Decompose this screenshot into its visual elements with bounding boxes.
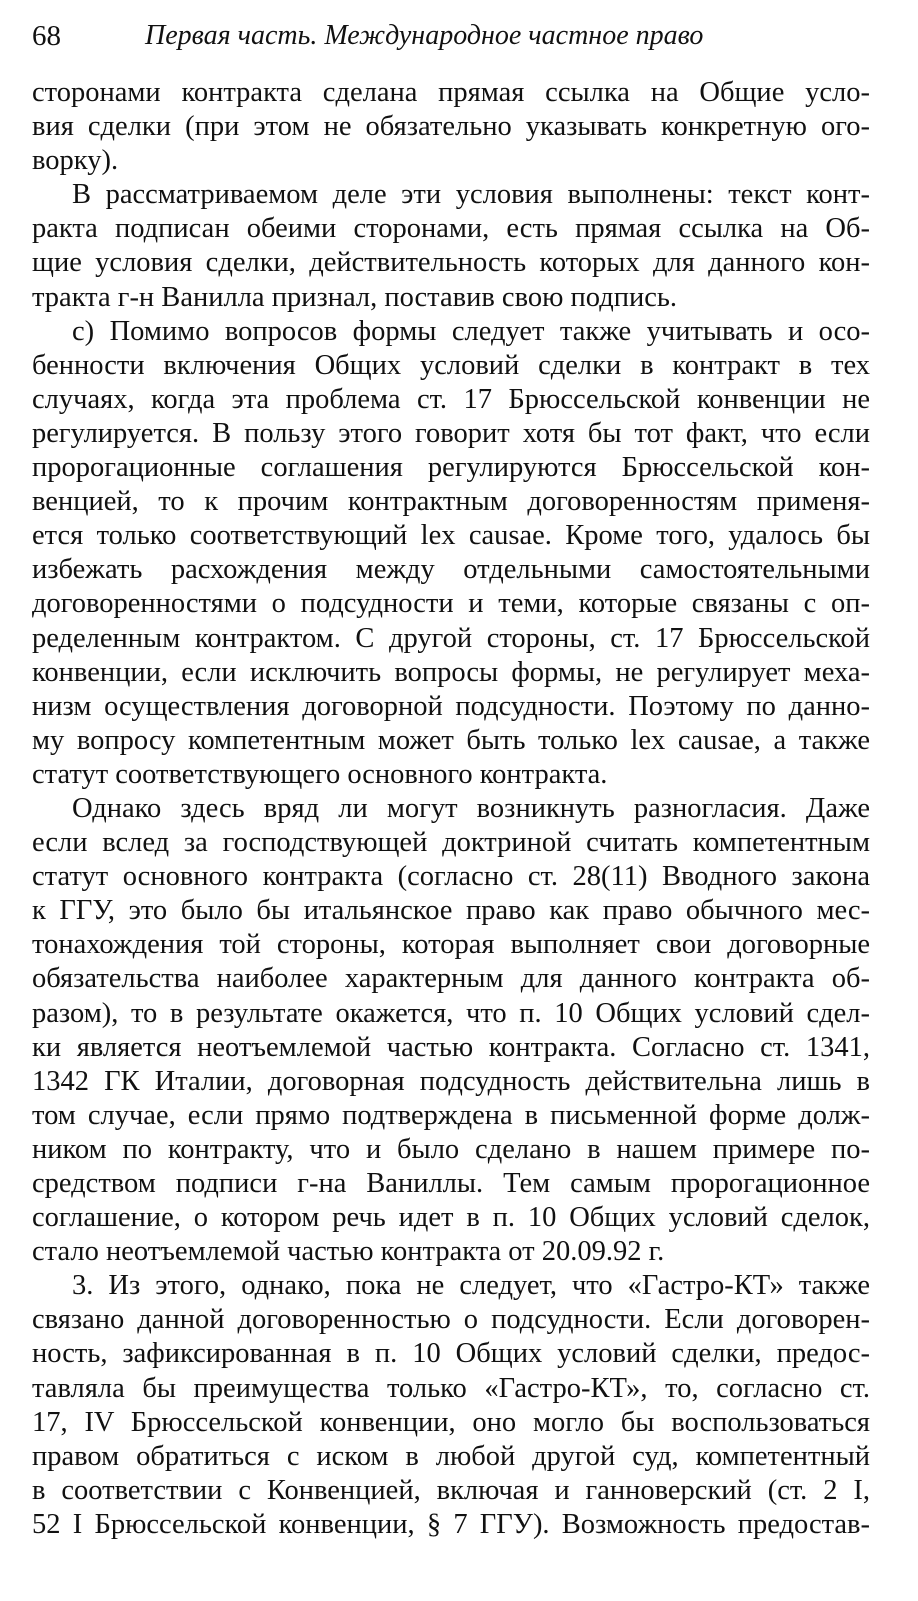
text-line: В рассматриваемом деле эти условия выполнены: текст конт- xyxy=(72,179,870,211)
text-line: обязательства наиболее характерным для данного контракта об- xyxy=(32,963,870,995)
text-line: сторонами контракта сделана прямая ссылка на Общие усло- xyxy=(32,77,870,108)
text-line: избежать расхождения между отдельными самостоятельными xyxy=(32,554,870,586)
text-line: 1342 ГК Италии, договорная подсудность действительна лишь в xyxy=(32,1065,870,1097)
text-line: связано данной договоренностью о подсудности. Если договорен- xyxy=(32,1304,870,1336)
text-line: стало неотъемлемой частью контракта от 20.09.92 г. xyxy=(32,1236,665,1268)
text-line: если вслед за господствующей доктриной считать компетентным xyxy=(32,827,870,859)
text-line: тавляла бы преимущества только «Гастро-КТ», то, согласно ст. xyxy=(32,1372,870,1404)
text-line: ки является неотъемлемой частью контракта. Согласно ст. 1341, xyxy=(32,1031,870,1063)
text-line: статут соответствующего основного контракта. xyxy=(32,758,608,790)
text-line: разом), то в результате окажется, что п. 10 Общих условий сдел- xyxy=(32,997,870,1029)
text-line: 17, IV Брюссельской конвенции, оно могло бы воспользоваться xyxy=(32,1406,870,1438)
page-number: 68 xyxy=(32,20,61,52)
text-line: регулируется. В пользу этого говорит хотя бы тот факт, что если xyxy=(32,417,870,449)
text-line: соглашение, о котором речь идет в п. 10 Общих условий сделок, xyxy=(32,1202,870,1234)
text-line: ность, зафиксированная в п. 10 Общих условий сделки, предос- xyxy=(32,1338,870,1370)
text-line: бенности включения Общих условий сделки в контракт в тех xyxy=(32,349,870,381)
text-line: тракта г-н Ванилла признал, поставив свою подпись. xyxy=(32,281,677,313)
text-line: 3. Из этого, однако, пока не следует, что «Гастро-КТ» также xyxy=(72,1270,870,1302)
body-text xyxy=(32,76,870,1542)
text-line: Однако здесь вряд ли могут возникнуть разногласия. Даже xyxy=(72,792,870,824)
running-title: Первая часть. Международное частное право xyxy=(145,20,704,51)
text-line: договоренностями о подсудности и теми, которые связаны с оп- xyxy=(32,588,870,620)
text-line: ворку). xyxy=(32,145,119,177)
text-line: пророгационные соглашения регулируются Брюссельской кон- xyxy=(32,452,870,484)
text-line: к ГГУ, это было бы итальянское право как право обычного мес- xyxy=(32,895,870,927)
document-page xyxy=(32,18,870,1542)
text-line: случаях, когда эта проблема ст. 17 Брюссельской конвенции не xyxy=(32,383,870,415)
text-line: венцией, то к прочим контрактным договоренностям применя- xyxy=(32,486,870,518)
text-line: щие условия сделки, действительность которых для данного кон- xyxy=(32,247,870,279)
text-line: с) Помимо вопросов формы следует также учитывать и осо- xyxy=(72,315,870,347)
text-line: ником по контракту, что и было сделано в нашем примере по- xyxy=(32,1133,870,1165)
text-line: ракта подписан обеими сторонами, есть прямая ссылка на Об- xyxy=(32,213,870,245)
text-line: низм осуществления договорной подсудности. Поэтому по данно- xyxy=(32,690,870,722)
text-line: тонахождения той стороны, которая выполняет свои договорные xyxy=(32,929,870,961)
text-line: правом обратиться с иском в любой другой суд, компетентный xyxy=(32,1440,870,1472)
text-line: му вопросу компетентным может быть только lex causae, а также xyxy=(32,724,870,756)
text-line: вия сделки (при этом не обязательно указывать конкретную ого- xyxy=(32,111,870,143)
text-line: ется только соответствующий lex causae. Кроме того, удалось бы xyxy=(32,520,870,552)
text-line: конвенции, если исключить вопросы формы, не регулирует меха- xyxy=(32,656,870,688)
text-line: средством подписи г-на Ваниллы. Тем самым пророгационное xyxy=(32,1168,870,1199)
running-header xyxy=(32,18,870,58)
text-line: том случае, если прямо подтверждена в письменной форме долж- xyxy=(32,1099,870,1131)
text-line: 52 I Брюссельской конвенции, § 7 ГГУ). Возможность предостав- xyxy=(32,1508,870,1540)
text-line: статут основного контракта (согласно ст. 28(11) Вводного закона xyxy=(32,861,870,893)
text-line: ределенным контрактом. С другой стороны, ст. 17 Брюссельской xyxy=(32,622,870,654)
text-line: в соответствии с Конвенцией, включая и ганноверский (ст. 2 I, xyxy=(32,1474,870,1506)
